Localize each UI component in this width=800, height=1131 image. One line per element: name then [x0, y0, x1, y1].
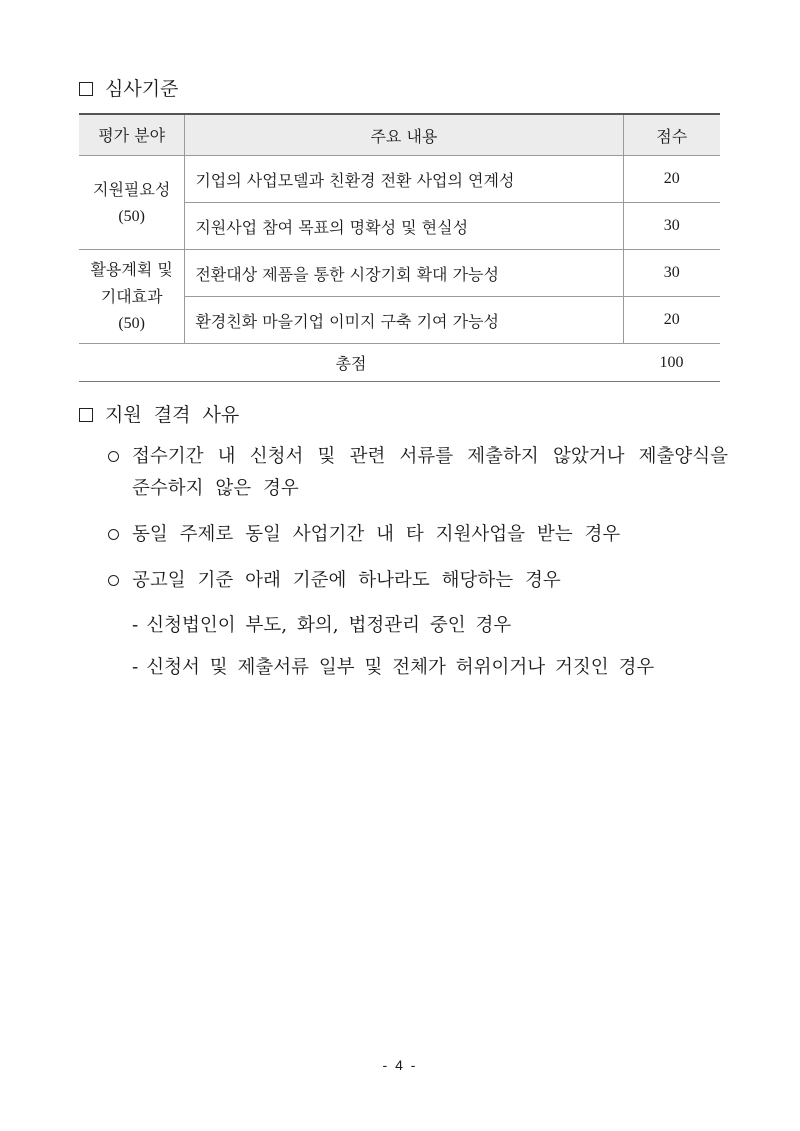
checkbox-square-icon: [79, 82, 93, 96]
checkbox-square-icon: [79, 408, 93, 422]
section-heading-disqualification: [79, 403, 239, 427]
area-cell: [79, 156, 185, 250]
score-cell: 30: [623, 203, 720, 250]
content-cell: 환경친화 마을기업 이미지 구축 기여 가능성: [185, 297, 623, 344]
score-cell: 30: [623, 250, 720, 297]
dash-bullet-icon: -: [132, 657, 139, 678]
header-score: 점수: [623, 114, 720, 156]
table-total-row: [79, 344, 720, 382]
area-label: 기대효과: [100, 287, 163, 306]
sub-list-item: [132, 653, 728, 683]
list-item-text: 접수기간 내 신청서 및 관련 서류를 제출하지 않았거나 제출양식을 준수하지 않은 경우: [132, 446, 728, 499]
list-item: [108, 441, 728, 505]
area-label: 지원필요성: [93, 179, 171, 199]
area-label: 활용계획 및: [90, 260, 173, 279]
content-cell: 전환대상 제품을 통한 시장기회 확대 가능성: [185, 250, 623, 297]
area-points: (50): [118, 315, 145, 332]
content-cell: 기업의 사업모델과 친환경 전환 사업의 연계성: [185, 156, 623, 203]
list-item: [108, 565, 728, 597]
list-item: [108, 519, 728, 551]
area-points: (50): [118, 207, 145, 225]
list-item-text: 동일 주제로 동일 사업기간 내 타 지원사업을 받는 경우: [132, 524, 621, 545]
content-cell: 지원사업 참여 목표의 명확성 및 현실성: [185, 203, 623, 250]
disqualification-list: [108, 441, 728, 695]
section-title: 심사기준: [105, 78, 179, 100]
section-heading-review-criteria: [79, 77, 178, 101]
sub-list-item-text: 신청서 및 제출서류 일부 및 전체가 허위이거나 거짓인 경우: [146, 657, 655, 678]
dash-bullet-icon: -: [132, 615, 139, 636]
list-item-text: 공고일 기준 아래 기준에 하나라도 해당하는 경우: [132, 570, 561, 591]
header-area: 평가 분야: [79, 114, 185, 156]
circle-bullet-icon: [108, 575, 119, 586]
section-title: 지원 결격 사유: [105, 404, 240, 426]
total-label: 총점: [79, 344, 623, 382]
header-content: 주요 내용: [185, 114, 623, 156]
score-cell: 20: [623, 297, 720, 344]
circle-bullet-icon: [108, 451, 119, 462]
review-criteria-table: [79, 113, 720, 382]
table-header-row: [79, 114, 720, 156]
table-row: [79, 156, 720, 203]
area-cell: [79, 250, 185, 344]
circle-bullet-icon: [108, 529, 119, 540]
page-number: - 4 -: [382, 1057, 418, 1073]
sub-list-item: [132, 611, 728, 641]
table-row: [79, 250, 720, 297]
score-cell: 20: [623, 156, 720, 203]
total-score: 100: [623, 344, 720, 382]
sub-list-item-text: 신청법인이 부도, 화의, 법정관리 중인 경우: [146, 615, 512, 636]
